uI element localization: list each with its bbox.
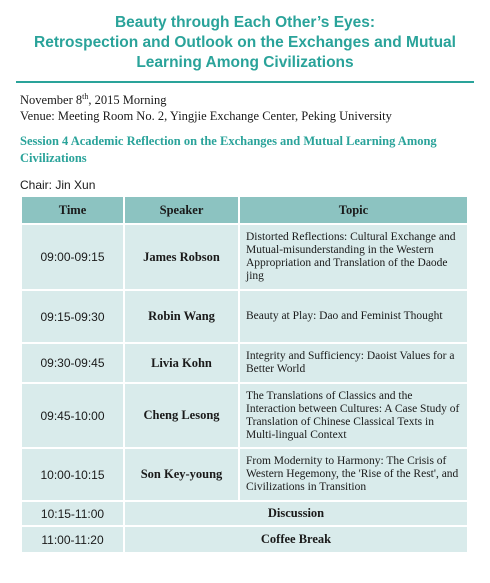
event-date: November 8th, 2015 Morning: [20, 91, 167, 107]
title-divider: [16, 81, 474, 83]
coffee-break-label: Coffee Break: [124, 526, 468, 553]
row-topic: Integrity and Sufficiency: Daoist Values for a Better World: [239, 343, 468, 383]
event-venue: Venue: Meeting Room No. 2, Yingjie Exchange Center, Peking University: [20, 109, 392, 123]
row-time: 09:00-09:15: [21, 224, 124, 290]
row-time: 09:45-10:00: [21, 383, 124, 448]
title-line-3: Learning Among Civilizations: [136, 54, 354, 71]
row-speaker: Livia Kohn: [124, 343, 239, 383]
discussion-label: Discussion: [124, 501, 468, 526]
header-speaker: Speaker: [124, 196, 239, 224]
schedule-table: [20, 195, 469, 554]
table-row: [21, 448, 468, 501]
row-time: 11:00-11:20: [21, 526, 124, 553]
title-line-2: Retrospection and Outlook on the Exchanges and Mutual: [34, 34, 456, 51]
row-time: 10:00-10:15: [21, 448, 124, 501]
row-time: 09:15-09:30: [21, 290, 124, 343]
table-row-discussion: [21, 501, 468, 526]
table-row: [21, 224, 468, 290]
row-time: 09:30-09:45: [21, 343, 124, 383]
row-speaker: James Robson: [124, 224, 239, 290]
table-header-row: [21, 196, 468, 224]
table-row: [21, 290, 468, 343]
row-speaker: Cheng Lesong: [124, 383, 239, 448]
row-time: 10:15-11:00: [21, 501, 124, 526]
row-speaker: Son Key-young: [124, 448, 239, 501]
table-row-coffee-break: [21, 526, 468, 553]
session-title: Session 4 Academic Reflection on the Exchanges and Mutual Learning Among Civilizations: [20, 134, 437, 165]
title-line-1: Beauty through Each Other’s Eyes:: [114, 14, 376, 31]
row-topic: The Translations of Classics and the Interaction between Cultures: A Case Study of Translation of Chinese Classical Texts in Multi-lingual Context: [239, 383, 468, 448]
page-title: [0, 13, 490, 73]
row-topic: From Modernity to Harmony: The Crisis of Western Hegemony, the 'Rise of the Rest', and Civilizations in Transition: [239, 448, 468, 501]
session-chair: Chair: Jin Xun: [20, 178, 96, 192]
row-topic: Beauty at Play: Dao and Feminist Thought: [239, 290, 468, 343]
row-topic: Distorted Reflections: Cultural Exchange and Mutual-misunderstanding in the Western Appropriation and Translation of the Daode jing: [239, 224, 468, 290]
header-topic: Topic: [239, 196, 468, 224]
table-row: [21, 343, 468, 383]
row-speaker: Robin Wang: [124, 290, 239, 343]
table-row: [21, 383, 468, 448]
header-time: Time: [21, 196, 124, 224]
date-suffix: th: [82, 91, 89, 101]
